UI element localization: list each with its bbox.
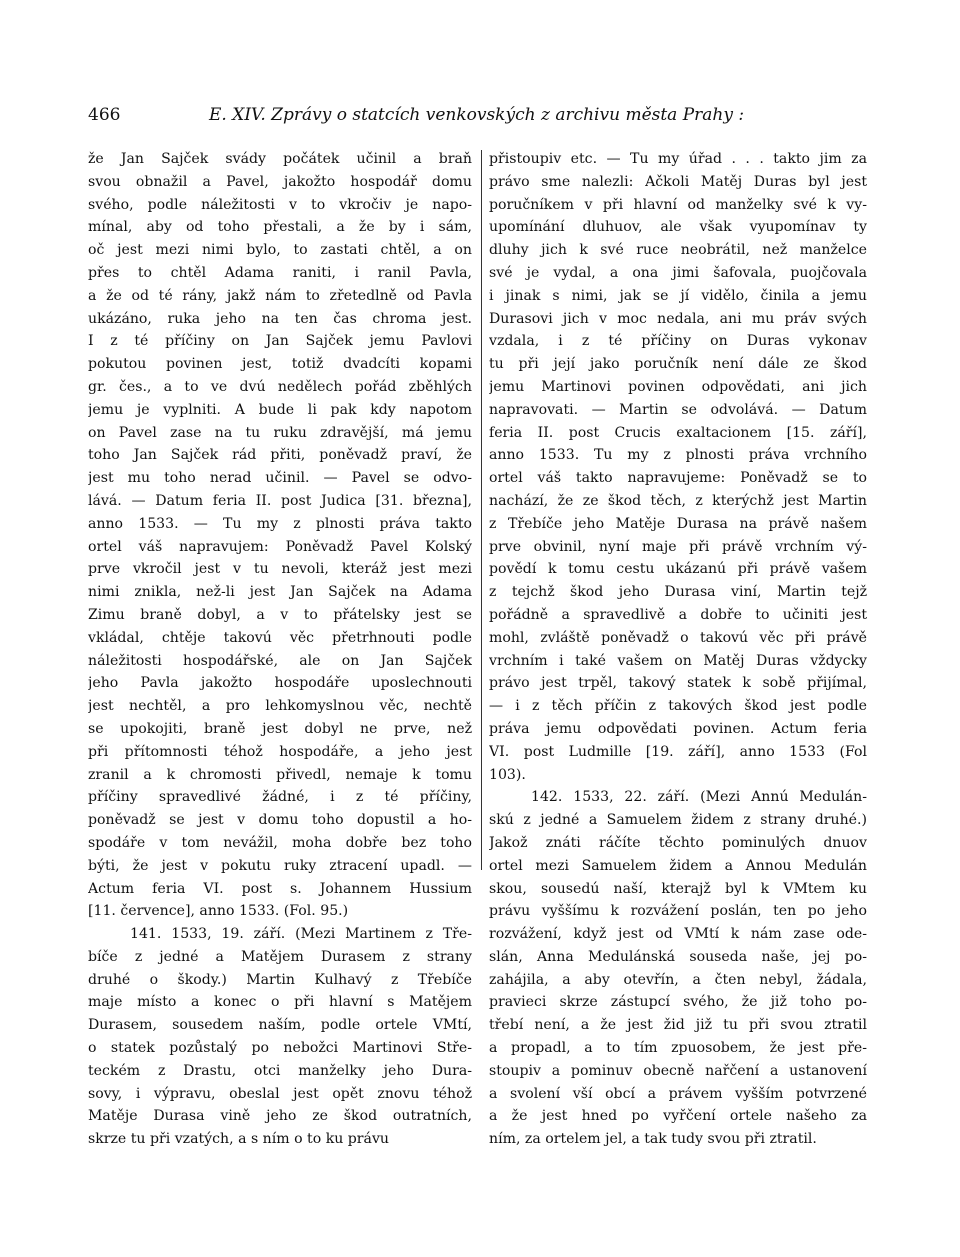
text-line: býti, že jest v pokutu ruky ztracení upadl. —	[88, 857, 472, 874]
text-line: svého, podle náležitosti v to vkročiv je napo-	[88, 196, 472, 213]
text-line: mínal, aby od toho přestali, a že by i sám,	[88, 219, 472, 236]
text-line: sovy, i výpravu, obeslal jest opět znovu téhož	[88, 1085, 472, 1102]
text-line: anno 1533. — Tu my z plnosti práva takto	[88, 515, 472, 532]
text-line: on Pavel zase na tu ruku zdravější, má jemu	[88, 424, 472, 441]
text-line: náležitosti hospodářské, ale on Jan Sajček	[88, 652, 472, 669]
text-line: prve vkročil jest v tu nevoli, kteráž jest mezi	[88, 561, 472, 578]
text-line: mohl, zvláště poněvadž o takovú věc při právě	[489, 629, 867, 646]
text-line: při přítomnosti téhož hospodáře, a jeho jest	[88, 743, 472, 760]
text-line: a propadl, a to tím zpuosobem, že jest pře-	[489, 1040, 867, 1057]
text-line: vrchním i také vašem on Matěj Duras vždycky	[489, 652, 867, 669]
text-line: právu vyššímu k rozvážení poslán, ten po jeho	[489, 903, 867, 920]
text-line: nachází, že ze škod těch, z kterýchž jest Martin	[489, 492, 867, 509]
text-line: zranil a k chromosti přivedl, nemaje k tomu	[88, 766, 472, 783]
text-line: vzdala, i z té příčiny on Duras vykonav	[489, 333, 867, 350]
text-line: a že od té rány, jakž nám to zřetedlně od Pavla	[88, 287, 472, 304]
text-line: slán, Anna Medulánská souseda naše, jej po-	[489, 948, 867, 965]
text-line: jeho Pavla jakožto hospodáře uposlechnouti	[88, 675, 472, 692]
text-line: přes to chtěl Adama raniti, i ranil Pavla,	[88, 264, 472, 281]
text-line: gr. čes., a to ve dvú nedělech pořád zběhlých	[88, 378, 472, 395]
text-line: ním, za ortelem jel, a tak tudy svou při ztratil.	[489, 1131, 817, 1148]
text-line: Jakož znáti ráčíte těchto pominulých dnuov	[489, 834, 867, 851]
text-line: poručníkem v při hlavní od manželky své k vy-	[489, 196, 867, 213]
text-line: z tejchž škod jeho Durasa viní, Martin tejž	[489, 584, 867, 601]
text-line: o statek pozůstalý po nebožci Martinovi Stře-	[88, 1040, 472, 1057]
text-line: dluhy jich k své ruce neobrátil, než manželce	[489, 242, 867, 259]
text-line: ortel váš takto napravujeme: Poněvadž se to	[489, 470, 867, 487]
text-line: I z té příčiny on Jan Sajček jemu Pavlovi	[88, 333, 472, 350]
text-line: i jinak s nimi, jak se jí vidělo, činila a jemu	[489, 287, 867, 304]
page-header	[88, 103, 868, 127]
text-line: druhé o škody.) Martin Kulhavý z Třebíče	[88, 971, 472, 988]
text-line: anno 1533. Tu my z plnosti práva vrchního	[489, 447, 867, 464]
text-line: oč jest mezi nimi bylo, to zastati chtěl, a on	[88, 242, 472, 259]
text-line: z Třebíče jeho Matěje Durasa na právě našem	[489, 515, 867, 532]
text-line: VI. post Ludmille [19. září], anno 1533 (Fol	[489, 743, 867, 760]
text-line: třebí není, a že jest žid již tu při svou ztratil	[489, 1017, 867, 1034]
text-line: prve obvinil, nyní maje při právě vrchním vý-	[489, 538, 867, 555]
text-line: 103).	[489, 766, 526, 783]
text-line: poněvadž se jest v domu toho dopustil a ho-	[88, 812, 472, 829]
text-line: stoupiv a pominuv obecně nařčení a ustanovení	[489, 1062, 867, 1079]
text-line: svou obnažil a Pavel, jakožto hospodář domu	[88, 173, 472, 190]
text-line: lává. — Datum feria II. post Judica [31. března],	[88, 492, 472, 509]
text-line: 141. 1533, 19. září. (Mezi Martinem z Tře-	[130, 926, 472, 943]
text-line: skou, sousedú naší, kterajž byl k VMtem ku	[489, 880, 867, 897]
right-column	[489, 148, 867, 1151]
text-line: povědí k tomu cestu ukázanú při právě vašem	[489, 561, 867, 578]
text-line: rozvážení, když jest od VMtí k nám zase ode-	[489, 926, 867, 943]
page-number: 466	[88, 105, 121, 125]
text-line: bíče z jedné a Matějem Durasem z strany	[88, 948, 472, 965]
text-line: tu při její jako poručník není dále ze škod	[489, 356, 867, 373]
text-line: pravieci skrze zástupcí svého, že již toho po-	[489, 994, 867, 1011]
text-line: jemu Martinovi povinen odpovědati, ani jich	[489, 378, 867, 395]
text-line: Zimu braně dobyl, a v to přátelsky jest se	[88, 606, 472, 623]
text-line: pořádně a spravedlivě a dobře to učiniti jest	[489, 606, 867, 623]
text-line: své je vydal, a ona jimi šafovala, puojčovala	[489, 264, 867, 281]
text-line: jest mu toho nerad učinil. — Pavel se odvo-	[88, 470, 472, 487]
left-column	[88, 148, 472, 1151]
text-line: napravovati. — Martin se odvolává. — Datum	[489, 401, 867, 418]
text-line: právo jest trpěl, takový statek k sobě přijímal,	[489, 675, 867, 692]
text-line: Durasem, sousedem naším, podle ortele VMtí,	[88, 1017, 472, 1034]
text-line: příčiny spravedlivé žádné, i z té příčiny,	[88, 789, 472, 806]
text-line: 142. 1533, 22. září. (Mezi Annú Medulán-	[531, 789, 867, 806]
text-line: upomínání dluhuov, ale však vyupomínav ty	[489, 219, 867, 236]
text-line: feria II. post Crucis exaltacionem [15. září],	[489, 424, 867, 441]
text-line: ortel mezi Samuelem židem a Annou Medulán	[489, 857, 867, 874]
text-line: Matěje Durasa vině jeho ze škod outratních,	[88, 1108, 472, 1125]
text-line: — i z těch příčin z takových škod jest podle	[489, 698, 867, 715]
text-line: pokutou povinen jest, totiž dvadcíti kopami	[88, 356, 472, 373]
text-line: zahájila, a aby otevřín, a čten nebyl, žádala,	[489, 971, 867, 988]
text-line: Actum feria VI. post s. Johannem Hussium	[88, 880, 472, 897]
text-line: spodáře v tom nevážil, moha dobře bez toho	[88, 834, 472, 851]
text-line: vkládal, chtěje takovú věc přetrhnouti podle	[88, 629, 472, 646]
text-line: se upokojiti, braně jest dobyl ne prve, než	[88, 720, 472, 737]
text-line: právo sme nalezli: Ačkoli Matěj Duras byl jest	[489, 173, 867, 190]
text-line: skrze tu při vzatých, a s ním o to ku právu	[88, 1131, 389, 1148]
text-line: ortel váš napravujem: Poněvadž Pavel Kolský	[88, 538, 472, 555]
text-line: jest nechtěl, a pro lehkomyslnou věc, nechtě	[88, 698, 472, 715]
text-line: práva jemu odpovědati povinen. Actum feria	[489, 720, 867, 737]
text-line: [11. července], anno 1533. (Fol. 95.)	[88, 903, 349, 920]
running-head: E. XIV. Zprávy o statcích venkovských z archivu města Prahy :	[209, 105, 745, 125]
column-divider	[481, 150, 482, 870]
text-line: teckém z Drastu, otci manželky jeho Dura-	[88, 1062, 472, 1079]
text-line: nimi znikla, než-li jest Jan Sajček na Adama	[88, 584, 472, 601]
text-line: přistoupiv etc. — Tu my úřad . . . takto jim za	[489, 151, 867, 167]
text-line: jemu je vyplniti. A bude li pak kdy napotom	[88, 401, 472, 418]
text-line: Durasovi jich v moc nedala, ani mu práv svých	[489, 310, 867, 327]
text-line: maje místo a konec o při hlavní s Matějem	[88, 994, 472, 1011]
text-line: toho Jan Sajček rád přiti, poněvadž praví, že	[88, 447, 472, 464]
text-line: ukázáno, ruka jeho na ten čas chroma jest.	[88, 310, 472, 327]
text-line: skú z jedné a Samuelem židem z strany druhé.)	[489, 812, 867, 829]
text-line: a svolení vší obcí a právem vyšším potvrzené	[489, 1085, 867, 1102]
text-line: že Jan Sajček svády počátek učinil a braň	[88, 151, 472, 167]
text-line: a že jest hned po vyřčení ortele našeho za	[489, 1108, 867, 1125]
